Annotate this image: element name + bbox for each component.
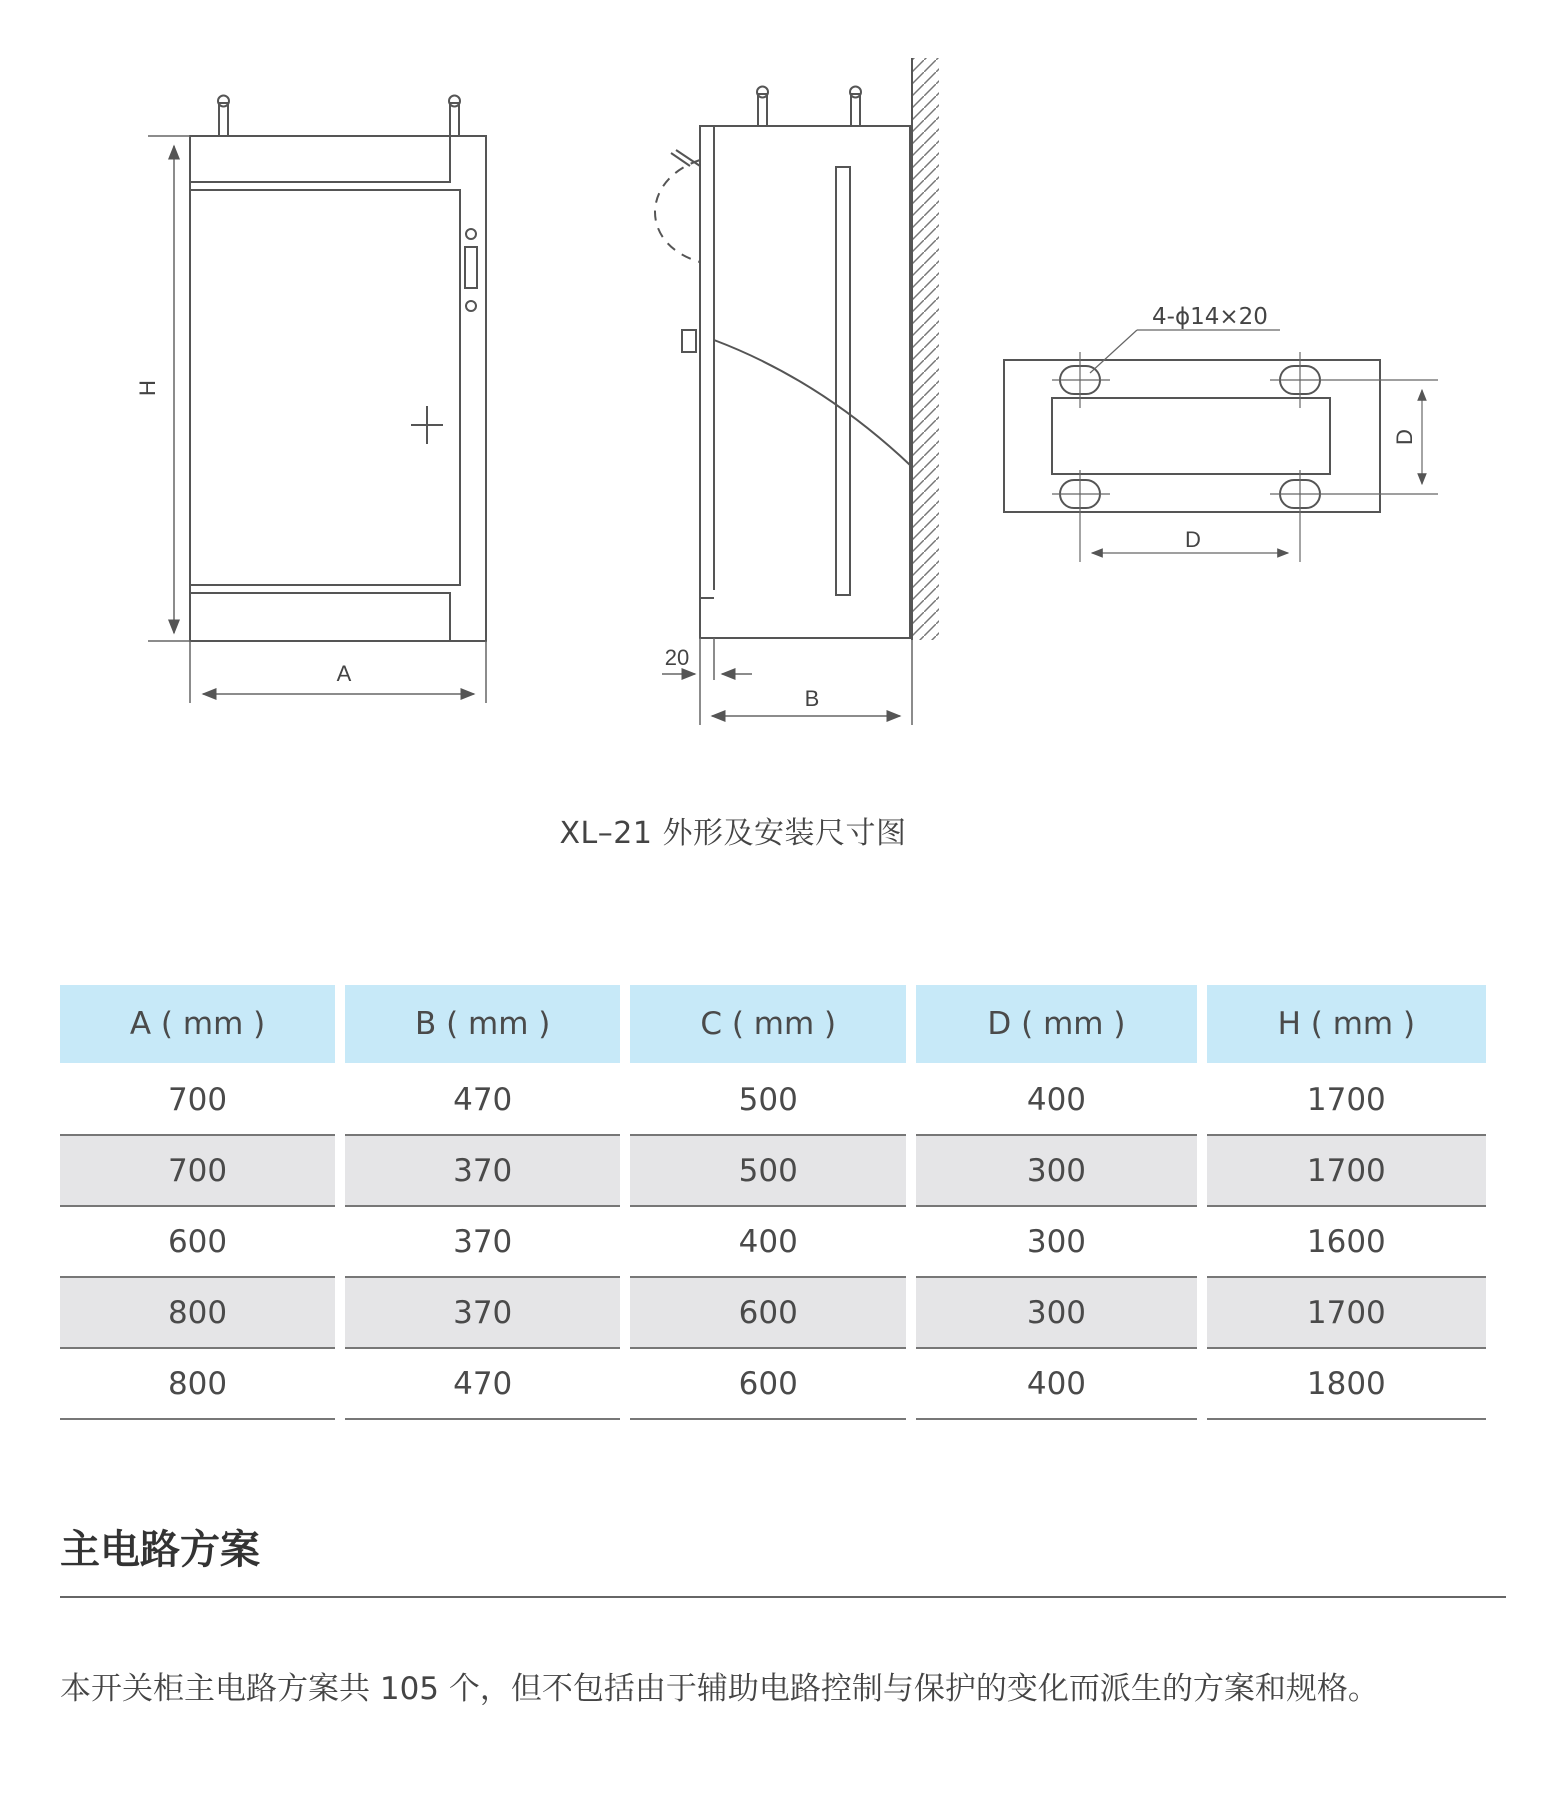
table-cell: 1700 (1207, 1065, 1486, 1136)
table-header-row (60, 985, 1486, 1065)
section-divider (60, 1596, 1506, 1598)
figure-caption: XL–21 外形及安装尺寸图 (559, 816, 907, 851)
side-view (655, 87, 910, 639)
installation-dimension-drawing (0, 0, 1566, 790)
table-cell: 400 (916, 1349, 1196, 1420)
dimension-label-d-horizontal: D (1185, 527, 1201, 552)
hole-spec-label: 4-ϕ14×20 (1152, 304, 1268, 330)
front-view (190, 96, 486, 642)
table-row (60, 1065, 1486, 1136)
table-cell: 800 (60, 1349, 335, 1420)
table-cell: 470 (345, 1065, 620, 1136)
table-cell: 800 (60, 1278, 335, 1349)
table-cell: 600 (630, 1278, 906, 1349)
table-cell: 300 (916, 1207, 1196, 1278)
table-cell: 600 (630, 1349, 906, 1420)
table-cell: 1700 (1207, 1136, 1486, 1207)
table-row (60, 1136, 1486, 1207)
table-cell: 400 (916, 1065, 1196, 1136)
table-cell: 1700 (1207, 1278, 1486, 1349)
dimension-label-20: 20 (664, 645, 690, 670)
table-cell: 1600 (1207, 1207, 1486, 1278)
table-cell: 700 (60, 1136, 335, 1207)
table-cell: 370 (345, 1136, 620, 1207)
dimension-table (50, 985, 1496, 1420)
table-cell: 470 (345, 1349, 620, 1420)
table-cell: 500 (630, 1065, 906, 1136)
header-h: H ( mm ) (1207, 985, 1486, 1065)
dimension-label-a: A (336, 661, 352, 686)
table-cell: 400 (630, 1207, 906, 1278)
table-cell: 1800 (1207, 1349, 1486, 1420)
dimension-label-b: B (804, 686, 820, 711)
header-c: C ( mm ) (630, 985, 906, 1065)
side-dimension-lines (662, 638, 912, 725)
table-row (60, 1207, 1486, 1278)
table-row (60, 1278, 1486, 1349)
section-body: 本开关柜主电路方案共 105 个，但不包括由于辅助电路控制与保护的变化而派生的方案和规格。 (60, 1671, 1379, 1707)
table-cell: 500 (630, 1136, 906, 1207)
table-cell: 300 (916, 1136, 1196, 1207)
table-cell: 600 (60, 1207, 335, 1278)
table-cell: 700 (60, 1065, 335, 1136)
wall (912, 58, 939, 640)
header-d: D ( mm ) (916, 985, 1196, 1065)
header-b: B ( mm ) (345, 985, 620, 1065)
base-plan-view (1004, 360, 1380, 512)
table-cell: 370 (345, 1278, 620, 1349)
dimension-label-h: H (135, 380, 160, 396)
table-row (60, 1349, 1486, 1420)
section-title: 主电路方案 (60, 1527, 260, 1573)
table-cell: 370 (345, 1207, 620, 1278)
dimension-label-d-vertical: D (1392, 429, 1417, 445)
header-a: A ( mm ) (60, 985, 335, 1065)
front-dimension-lines (148, 136, 486, 703)
table-cell: 300 (916, 1278, 1196, 1349)
